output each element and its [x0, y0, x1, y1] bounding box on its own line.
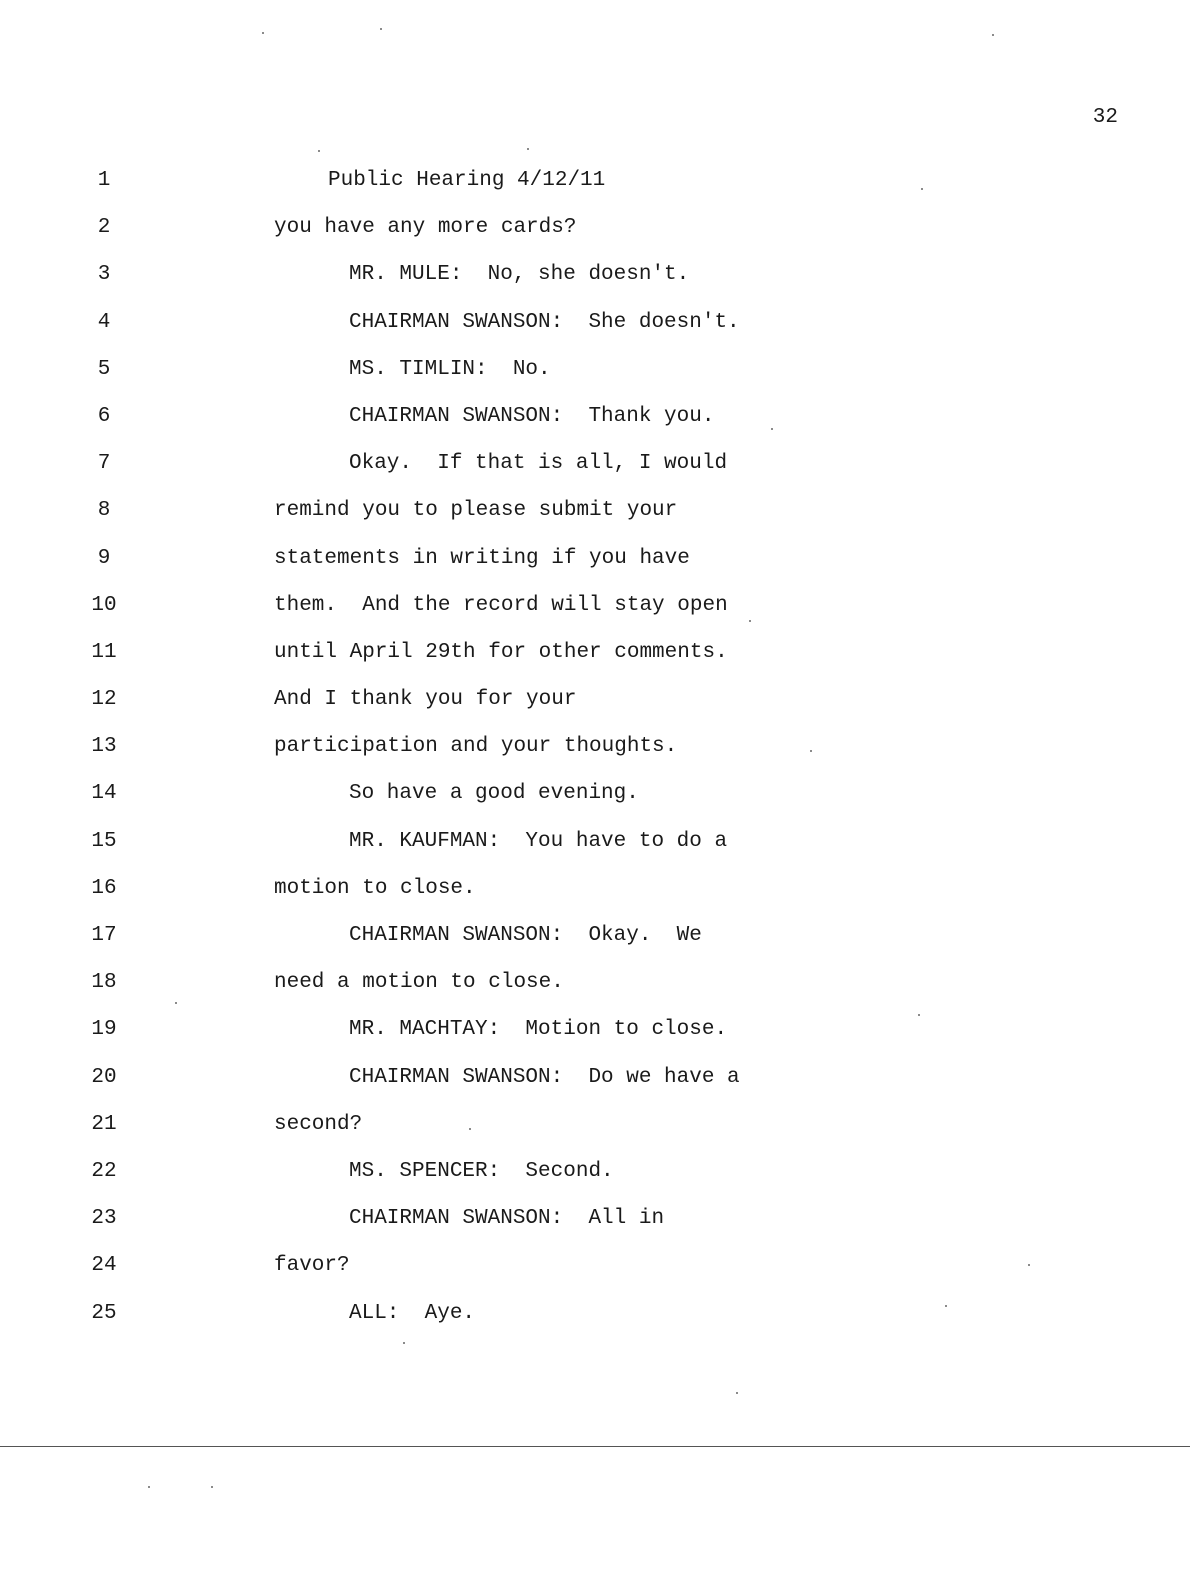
- line-number: 16: [91, 876, 117, 900]
- line-text: MS. TIMLIN: No.: [349, 357, 551, 381]
- line-number: 22: [91, 1159, 117, 1183]
- transcript-line: [0, 1252, 1190, 1299]
- scan-speck: [148, 1486, 150, 1488]
- transcript-line: [0, 969, 1190, 1016]
- transcript-line: [0, 1300, 1190, 1347]
- scan-speck: [1028, 1264, 1030, 1266]
- transcript-line: [0, 1064, 1190, 1111]
- line-text: motion to close.: [274, 876, 476, 900]
- transcript-line: [0, 922, 1190, 969]
- line-number: 19: [91, 1018, 117, 1042]
- scan-speck: [918, 1014, 920, 1016]
- line-text: you have any more cards?: [274, 216, 577, 240]
- line-text: CHAIRMAN SWANSON: All in: [349, 1207, 665, 1231]
- scan-speck: [211, 1486, 213, 1488]
- scan-speck: [318, 150, 320, 152]
- line-text: favor?: [274, 1254, 350, 1278]
- line-number: 5: [97, 357, 111, 381]
- scan-speck: [527, 148, 529, 150]
- scan-speck: [921, 188, 923, 190]
- line-text: MR. KAUFMAN: You have to do a: [349, 829, 728, 853]
- line-text: CHAIRMAN SWANSON: Okay. We: [349, 924, 702, 947]
- line-number: 12: [91, 688, 117, 712]
- line-number: 3: [97, 263, 111, 287]
- line-number: 9: [97, 546, 111, 570]
- transcript-line: [0, 167, 1190, 214]
- transcript-line: [0, 875, 1190, 922]
- line-number: 11: [91, 640, 117, 664]
- line-number: 2: [97, 216, 111, 240]
- scan-speck: [992, 34, 994, 36]
- line-number: 7: [97, 452, 111, 476]
- line-text: until April 29th for other comments.: [274, 640, 728, 664]
- line-text: Public Hearing 4/12/11: [328, 169, 606, 192]
- line-text: statements in writing if you have: [274, 546, 690, 570]
- line-number: 24: [91, 1254, 117, 1278]
- scan-speck: [810, 750, 812, 752]
- line-text: CHAIRMAN SWANSON: Thank you.: [349, 404, 715, 428]
- line-text: remind you to please submit your: [274, 499, 678, 523]
- line-text: second?: [274, 1112, 363, 1136]
- transcript-line: [0, 1158, 1190, 1205]
- line-number: 1: [97, 169, 111, 192]
- line-number: 10: [91, 593, 117, 617]
- line-text: So have a good evening.: [349, 782, 639, 806]
- line-text: ALL: Aye.: [349, 1301, 476, 1325]
- scan-speck: [403, 1342, 405, 1344]
- line-text: CHAIRMAN SWANSON: She doesn't.: [349, 310, 740, 334]
- line-number: 15: [91, 829, 117, 853]
- line-number: 6: [97, 404, 111, 428]
- transcript-line: [0, 1111, 1190, 1158]
- transcript-line: [0, 309, 1190, 356]
- line-number: 4: [97, 310, 111, 334]
- line-number: 14: [91, 782, 117, 806]
- line-text: MR. MACHTAY: Motion to close.: [349, 1018, 728, 1042]
- transcript-line: [0, 686, 1190, 733]
- line-text: participation and your thoughts.: [274, 735, 678, 759]
- transcript-line: [0, 592, 1190, 639]
- scan-speck: [175, 1002, 177, 1004]
- transcript-line: [0, 403, 1190, 450]
- line-number: 23: [91, 1207, 117, 1231]
- page-number: 32: [1092, 106, 1118, 129]
- line-number: 25: [91, 1301, 117, 1325]
- transcript-line: [0, 1205, 1190, 1252]
- line-text: MS. SPENCER: Second.: [349, 1159, 614, 1183]
- transcript-line: [0, 1016, 1190, 1063]
- line-number: 21: [91, 1112, 117, 1136]
- transcript-line: [0, 780, 1190, 827]
- line-number: 20: [91, 1065, 117, 1089]
- line-number: 13: [91, 735, 117, 759]
- scan-speck: [945, 1305, 947, 1307]
- line-text: Okay. If that is all, I would: [349, 452, 728, 476]
- scan-speck: [262, 32, 264, 34]
- transcript-line: [0, 639, 1190, 686]
- transcript-line: [0, 261, 1190, 308]
- transcript-line: [0, 828, 1190, 875]
- bottom-rule: [0, 1446, 1190, 1447]
- transcript-line: [0, 733, 1190, 780]
- transcript-line: [0, 356, 1190, 403]
- line-number: 17: [91, 924, 117, 947]
- scan-speck: [771, 428, 773, 430]
- scan-speck: [736, 1392, 738, 1394]
- scan-speck: [469, 1128, 471, 1130]
- transcript-line: [0, 214, 1190, 261]
- line-text: And I thank you for your: [274, 688, 577, 712]
- line-text: CHAIRMAN SWANSON: Do we have a: [349, 1065, 740, 1089]
- transcript-line: [0, 497, 1190, 544]
- transcript-line: [0, 545, 1190, 592]
- line-text: them. And the record will stay open: [274, 593, 728, 617]
- transcript-line: [0, 450, 1190, 497]
- line-number: 8: [97, 499, 111, 523]
- scan-speck: [749, 620, 751, 622]
- transcript-body: [0, 167, 1190, 1347]
- line-text: need a motion to close.: [274, 971, 564, 995]
- line-text: MR. MULE: No, she doesn't.: [349, 263, 690, 287]
- scan-speck: [380, 28, 382, 30]
- line-number: 18: [91, 971, 117, 995]
